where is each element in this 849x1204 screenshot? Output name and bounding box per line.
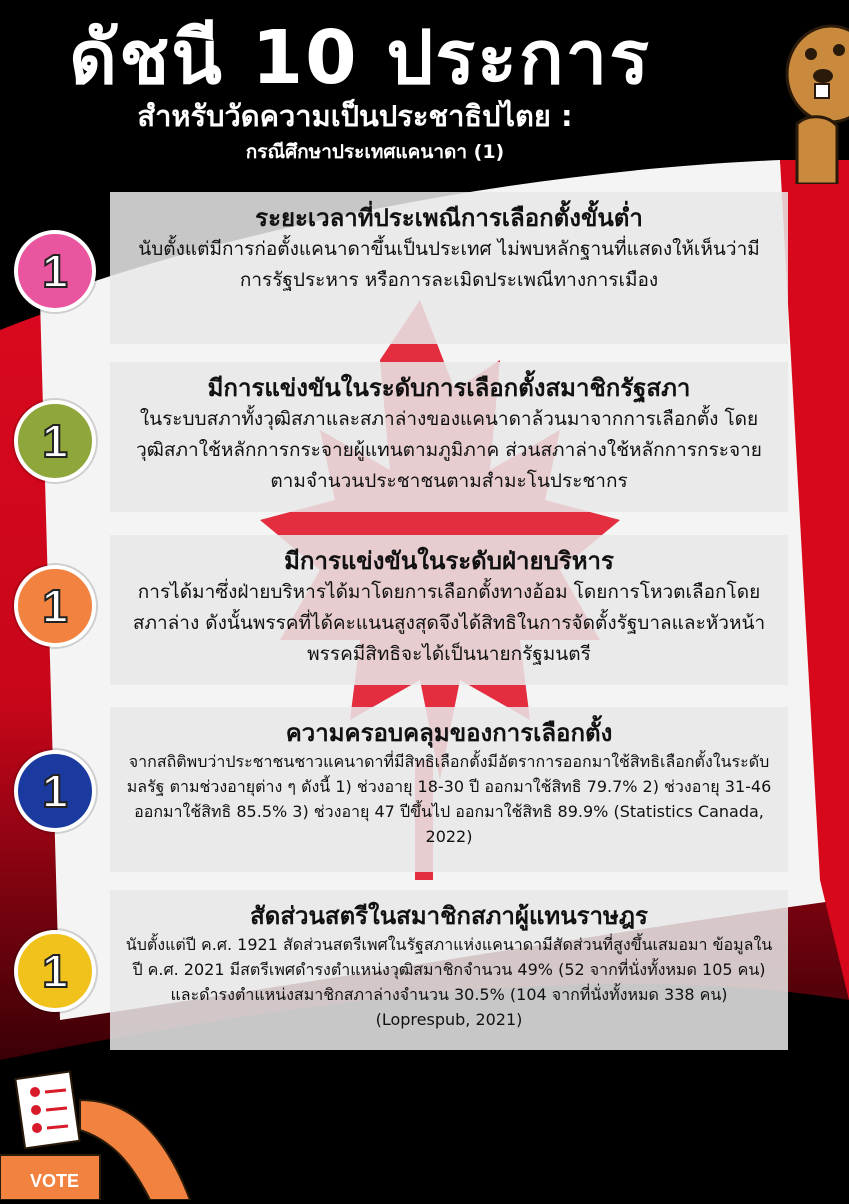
index-card-2 [110,362,788,512]
index-card-heading: มีการแข่งขันในระดับการเลือกตั้งสมาชิกรัฐสภา [207,374,691,402]
index-card-body: นับตั้งแต่มีการก่อตั้งแคนาดาขึ้นเป็นประเทศ ไม่พบหลักฐานที่แสดงให้เห็นว่ามีการรัฐประหาร หรือการละเมิดประเพณีทางการเมือง [138,238,760,291]
page-subtitle-case-study: กรณีศึกษาประเทศแคนาดา (1) [245,141,505,163]
index-card-body: การได้มาซึ่งฝ่ายบริหารได้มาโดยการเลือกตั้งทางอ้อม โดยการโหวตเลือกโดยสภาล่าง ดังนั้นพรรคที่ได้คะแนนสูงสุดจึงได้สิทธิในการจัดตั้งรัฐบาลและหัวหน้าพรรคมีสิทธิจะได้เป็นนายกรัฐมนตรี [132,581,766,665]
index-badge-5: 1 [14,930,96,1012]
index-badge-2: 1 [14,400,96,482]
index-card-3 [110,535,788,685]
index-card-heading: ระยะเวลาที่ประเพณีการเลือกตั้งขั้นต่ำ [255,204,643,232]
page-title: ดัชนี 10 ประการ [69,15,651,101]
index-card-heading: มีการแข่งขันในระดับฝ่ายบริหาร [284,547,614,575]
index-card-body: จากสถิติพบว่าประชาชนชาวแคนาดาที่มีสิทธิเลือกตั้งมีอัตราการออกมาใช้สิทธิเลือกตั้งในระดับมลรัฐ ตามช่วงอายุต่าง ๆ ดังนี้ 1) ช่วงอายุ 18-30 ปี ออกมาใช้สิทธิ 79.7% 2) ช่วงอายุ 31-46 ออกมาใช้สิทธิ 85.5% 3) ช่วงอายุ 47 ปีขึ้นไป ออกมาใช้สิทธิ 89.9% (Statistics Canada, 2022) [126,752,772,846]
beaver-illustration [777,14,849,184]
index-badge-3: 1 [14,565,96,647]
voter-illustration [0,1060,200,1200]
index-card-body: ในระบบสภาทั้งวุฒิสภาและสภาล่างของแคนาดาล้วนมาจากการเลือกตั้ง โดยวุฒิสภาใช้หลักการกระจายผู้แทนตามภูมิภาค ส่วนสภาล่างใช้หลักการกระจายตามจำนวนประชาชนตามสำมะโนประชากร [136,408,762,492]
page-subtitle: สำหรับวัดความเป็นประชาธิปไตย : [137,99,573,133]
index-card-4 [110,707,788,872]
index-card-heading: สัดส่วนสตรีในสมาชิกสภาผู้แทนราษฎร [250,902,648,930]
index-card-body: นับตั้งแต่ปี ค.ศ. 1921 สัดส่วนสตรีเพศในรัฐสภาแห่งแคนาดามีสัดส่วนที่สูงขึ้นเสมอมา ข้อมูลในปี ค.ศ. 2021 มีสตรีเพศดำรงตำแหน่งวุฒิสมาชิกจำนวน 49% (52 จากที่นั่งทั้งหมด 105 คน) และดำรงตำแหน่งสมาชิกสภาล่างจำนวน 30.5% (104 จากที่นั่งทั้งหมด 338 คน) (Loprespub, 2021) [125,935,773,1029]
ballot-box-label: VOTE [30,1171,80,1191]
index-badge-4: 1 [14,750,96,832]
index-badge-1: 1 [14,230,96,312]
index-card-1 [110,192,788,344]
index-card-heading: ความครอบคลุมของการเลือกตั้ง [285,719,613,747]
index-card-5 [110,890,788,1050]
